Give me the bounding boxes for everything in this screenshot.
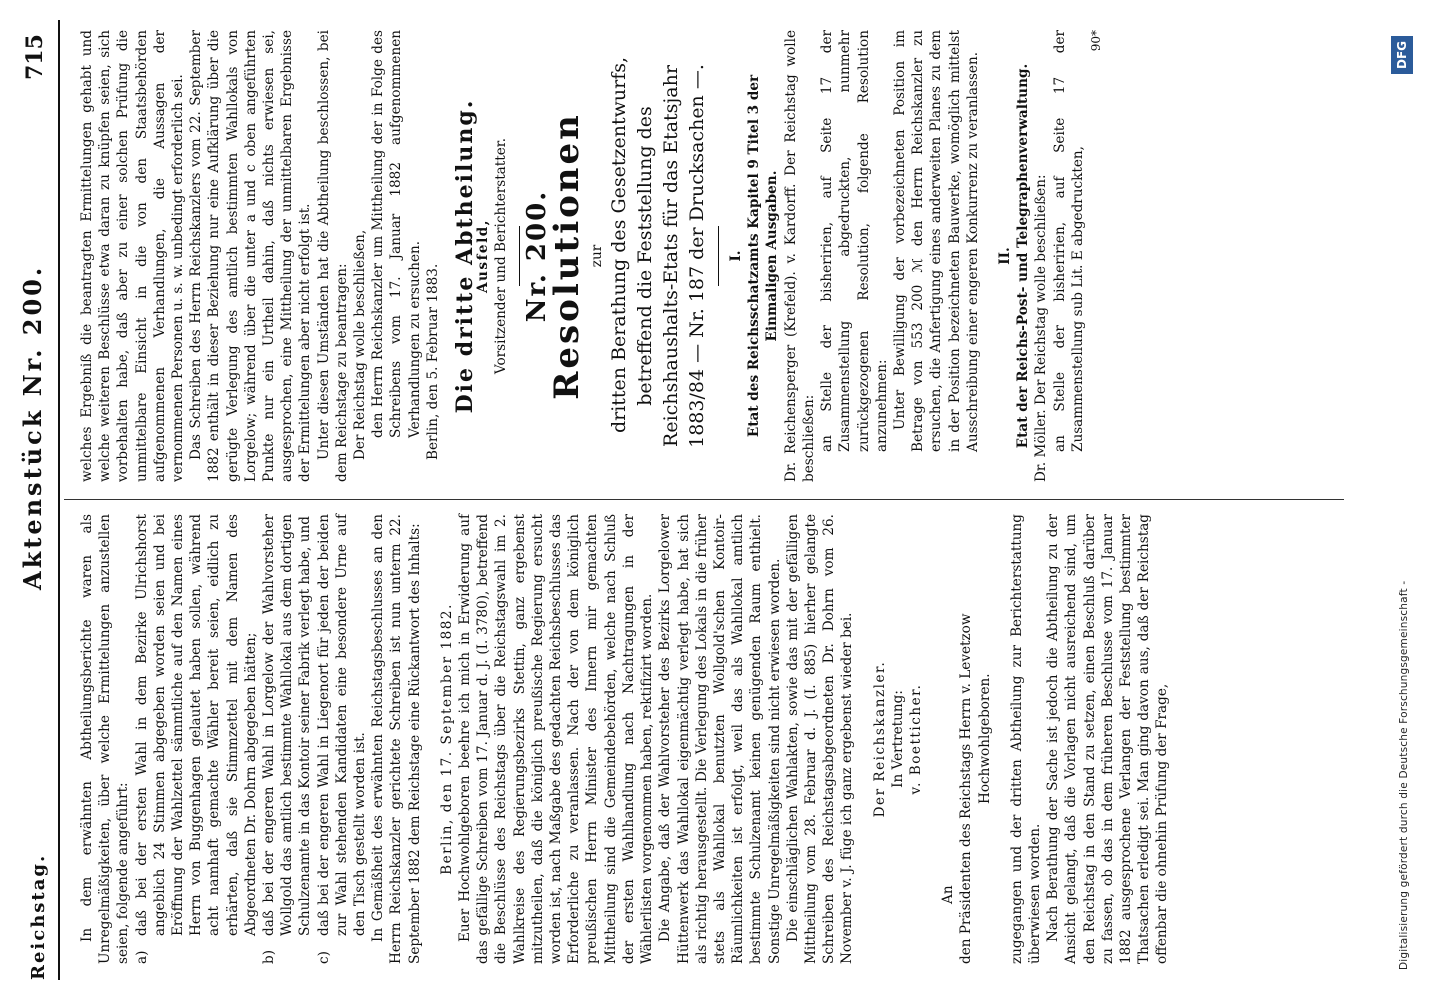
paragraph: an Stelle der bisheririen, auf Seite 17 der Zusammenstellung sub Lit. E abgedruckten, (1051, 30, 1086, 452)
paragraph: Die einschläglichen Wahlakten, sowie das mit der gefälligen Mittheilung vom 28. Februar d. J. (I. 885) hierher gelangte Schreiben des Reichstagsabgeordneten Dr. Dohrn vom 26. November v. J. füge ich ganz ergebenst wieder bei. (784, 514, 856, 964)
paragraph: Nach Berathung der Sache ist jedoch die Abtheilung zu der Ansicht gelangt, daß die Vorlagen nicht ausreichend sind, um den Reichstag in den Stand zu setzen, einen Beschluß darüber zu fassen, ob das in dem früheren Beschlusse vom 17. Januar 1882 ausgesprochene Verlangen der Feststellung bestimmter Thatsachen erledigt sei. Man ging davon aus, daß der Reichstag offenbar die ohnehin Prüfung der Frage, (1045, 514, 1171, 964)
motion-text: den Herrn Reichskanzler um Mittheilung der in Folge des Schreibens vom 17. Januar 1882 aufgenommenen Verhandlungen zu ersuchen. (370, 30, 423, 438)
section-heading: Etat der Reichs-Post- und Telegraphenverwaltung. (1015, 63, 1032, 449)
document-number: Nr. 200. (521, 189, 552, 323)
digitization-note: Digitalisierung gefördert durch die Deutsche Forschungsgemeinschaft - (1398, 580, 1410, 970)
title-connector: zur (588, 244, 605, 268)
addressee: Hochwohlgeboren. (976, 673, 993, 804)
section-heading: Etat des Reichsschatzamts Kapitel 9 Titel 3 der Einmaligen Ausgaben. (746, 74, 781, 438)
list-item (260, 514, 315, 964)
list-text: daß bei der engeren Wahl in Lorgelow der Wahlvorsteher Wollgold das amtlich bestimmte Wahllokal aus dem dortigen Schulzenamte in das Kontoir seiner Fabrik verlegt habe, und (261, 514, 314, 936)
signature-mark: 90* (1088, 30, 1103, 52)
paragraph: Das Schreiben des Herrn Reichskanzlers vom 22. September 1882 enthält in dieser Beziehung nur eine Aufklärung über die gerügte Verlegung des amtlich bestimmten Wahllokals von Lorgelow; während über die unter a und c oben angeführten Punkte nur ein Urtheil dahin, daß nichts erwiesen sei, ausgesprochen, eine Mittheilung der unmittelbaren Ergebnisse der Ermittelungen aber nicht erfolgt ist. (188, 30, 314, 482)
section-number: I. (728, 250, 745, 262)
letter-paragraph: Euer Hochwohlgeboren beehre ich mich in Erwiderung auf das gefällige Schreiben vom 17. Januar d. J. (I. 3780), betreffend die Beschlüsse des Reichstags über die Reichstagswahl im 2. Wahlkreise des Regierungsbezirks Stettin, ganz ergebenst mitzutheilen, daß die königlich preußische Regierung ersucht worden ist, nach Maßgabe des gedachten Reichsbeschlusses das Erforderliche zu veranlassen. Nach der von dem königlich preußischen Herrn Minister des Innern mir gemachten Mittheilung sind die Gemeindebehörden, welche nach Schluß der ersten Wahlhandlung nach Nachtragungen in der Wählerlisten vorgenommen haben, rektifizirt worden. (457, 514, 656, 964)
signoff-deputy: In Vertretung: (889, 690, 906, 788)
list-marker: b) (261, 949, 278, 964)
list-item (315, 514, 370, 964)
separator-rule (718, 226, 719, 286)
right-column (78, 30, 1105, 482)
dateline: Berlin, den 5. Februar 1883. (424, 263, 441, 460)
intro-paragraph: In dem erwähnten Abtheilungsberichte waren als Unregelmäßigkeiten, über welche Ermittelungen anzustellen seien, folgende angeführt: (79, 514, 132, 964)
list-item (133, 514, 260, 964)
committee-chair: Ausfeld, (475, 219, 492, 293)
committee-roles: Vorsitzender und Berichterstatter. (493, 137, 510, 375)
paragraph: welches Ergebniß die beantragten Ermittelungen gehabt und welche weiteren Beschlüsse etwa daran zu knüpfen seien, sich vorbehalten habe, daß aber zu einer solchen Prüfung die unmittelbare Einsicht in die von den Staatsbehörden aufgenommenen Verhandlungen, die Aussagen der vernommenen Personen u. s. w. unbedingt erforderlich sei. (79, 30, 187, 482)
header-rule (58, 20, 60, 980)
running-head (12, 20, 52, 980)
page-number: 715 (22, 34, 48, 80)
signoff: Der Reichskanzler. (871, 660, 888, 818)
left-column (78, 514, 1172, 964)
column-divider (64, 499, 1344, 500)
dateline: Berlin, den 17. September 1882. (438, 603, 455, 875)
paragraph: Dr. Reichensperger (Krefeld). v. Kardorff. Der Reichstag wolle beschließen: (782, 30, 817, 482)
list-marker: a) (133, 950, 150, 964)
dfg-logo: DFG (1391, 36, 1413, 74)
paragraph: Die Angabe, daß der Wahlvorsteher des Bezirks Lorgelower Hüttenwerk das Wahllokal eigenmächtig verlegt habe, hat sich als richtig herausgestellt. Die Verlegung des Lokals in die früher stets als Wahllokal benutzten Wollgold'schen Kontoir-Räumlichkeiten ist erfolgt, weil das als Wahllokal amtlich bestimmte Schulzenamt keinen genügenden Raum enthielt. Sonstige Unregelmäßigkeiten sind nicht erwiesen worden. (657, 514, 783, 964)
running-head-title: Aktenstück Nr. 200. (18, 264, 47, 590)
addressee: An (940, 885, 957, 904)
paragraph: In Gemäßheit des erwähnten Reichstagsbeschlusses an den Herrn Reichskanzler gerichtete Schreiben ist nun unterm 22. September 1882 dem Reichstage eine Rückantwort des Inhalts: (370, 514, 423, 964)
paragraph: Unter diesen Umständen hat die Abtheilung beschlossen, bei dem Reichstage zu beantragen: (315, 30, 350, 482)
document-title: Resolutionen (546, 112, 587, 400)
separator-rule (519, 226, 520, 286)
committee-title: Die dritte Abtheilung. (452, 98, 479, 414)
paragraph: Dr. Möller. Der Reichstag wolle beschließen: (1033, 174, 1050, 482)
section-number: II. (996, 247, 1013, 265)
document-subtitle: dritten Berathung des Gesetzentwurfs, betreffend die Feststellung des Reichshaushalts-Etats für das Etatsjahr 1883/84 — Nr. 187 der Drucksachen —. (608, 56, 709, 448)
list-text: daß bei der ersten Wahl in dem Bezirke Ulrichshorst angeblich 24 Stimmen abgegeben worden seien und bei Eröffnung der Wahlzettel sämmtliche auf den Namen eines Herrn von Buggenhagen gelautet haben sollen, während acht namhaft gemachte Wähler bereit seien, eidlich zu erhärten, daß sie Stimmzettel mit dem Namen des Abgeordneten Dr. Dohrn abgegeben hätten; (133, 514, 259, 936)
signoff-name: v. Boetticher. (907, 683, 924, 795)
addressee: den Präsidenten des Reichstags Herrn v. Levetzow (958, 613, 975, 964)
paragraph: an Stelle der bisheririen, auf Seite 17 der Zusammenstellung abgedruckten, nunmehr zurückgezogenen Resolution, folgende Resolution anzunehmen: (819, 30, 890, 452)
list-text: daß bei der engeren Wahl in Liegenort für jeden der beiden zur Wahl stehenden Kandidaten eine besondere Urne auf den Tisch gestellt worden ist. (315, 514, 369, 936)
paragraph: zugegangen und der dritten Abtheilung zur Berichterstattung überwiesen worden. (1008, 514, 1043, 964)
running-head-left: Reichstag. (28, 853, 49, 980)
motion-intro: Der Reichstag wolle beschließen, (352, 229, 369, 460)
list-marker: c) (315, 951, 332, 964)
paragraph: Unter Bewilligung der vorbezeichneten Position im Betrage von 553 200 ℳ den Herrn Reichskanzler zu ersuchen, die Anfertigung eines anderweiten Planes zu dem in der Position bezeichneten Bauwerke, womöglich mittelst Ausschreibung einer engeren Konkurrenz zu veranlassen. (891, 30, 981, 452)
